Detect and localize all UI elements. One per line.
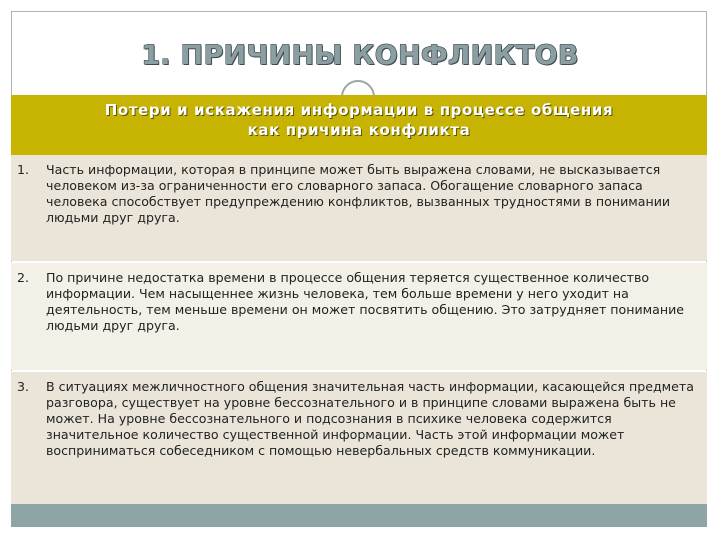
row-text: В ситуациях межличностного общения значительная часть информации, касающейся предмета разговора, существует на уровне бессознательного и в принципе словами выражена быть не может. На уровне бессознательного и подсознания в психике человека содержится значительное количество существенной информации. Часть этой информации может восприниматься собеседником с помощью невербальных средств коммуникации. bbox=[46, 379, 694, 458]
row-number: 2. bbox=[17, 270, 30, 285]
slide-title: 1. ПРИЧИНЫ КОНФЛИКТОВ bbox=[141, 40, 579, 71]
row-number: 1. bbox=[17, 162, 30, 177]
table-row bbox=[11, 262, 707, 370]
footer-bar bbox=[11, 504, 707, 527]
table-header bbox=[11, 95, 707, 155]
table-header-line-2: как причина конфликта bbox=[247, 121, 471, 139]
row-text: По причине недостатка времени в процессе общения теряется существенное количество информации. Чем насыщеннее жизнь человека, тем больше времени у него уходит на деятельность, тем меньше времени он может посвятить общению. Это затрудняет понимание людьми друг друга. bbox=[46, 270, 685, 333]
table-row bbox=[11, 155, 707, 261]
row-number: 3. bbox=[17, 379, 30, 394]
row-text: Часть информации, которая в принципе может быть выражена словами, не высказывается человеком из-за ограниченности его словарного запаса. Обогащение словарного запаса человека способствует предупреждению конфликтов, вызванных трудностями в понимании людьми друг друга. bbox=[46, 162, 671, 225]
table-row bbox=[11, 371, 707, 504]
table-header-line-1: Потери и искажения информации в процессе общения bbox=[104, 101, 614, 119]
